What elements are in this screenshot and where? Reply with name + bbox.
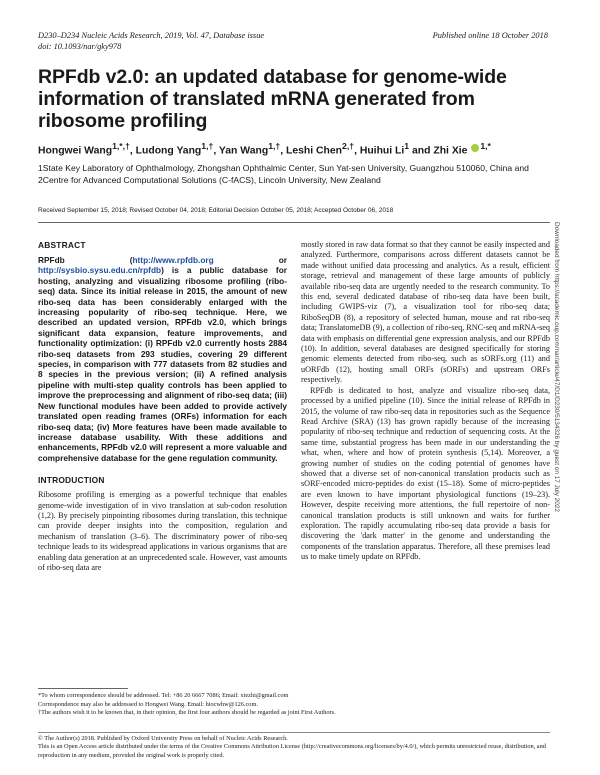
abstract-rest: ) is a public database for hosting, analyzing and visualizing ribosome profiling (ribo-seq) data. Since its initial release in 2015, the amount of new ribo-seq data has been considerably enlarged with the increasing popularity of ribo-seq technique. Here, we described an updated version, RPFdb v2.0, which brings significant data expansion, feature improvements, and functionality optimization: (i) RPFdb v2.0 currently hosts 2884 ribo-seq datasets from 293 studies, covering 29 different species, in comparison with 777 datasets from 82 studies and 8 species in the previous version; (ii) A refined analysis pipeline with multi-step quality controls has been applied to improve the preprocessing and alignment of ribo-seq data; (iii) New functional modules have been added to provide actively translated open reading frames (ORFs) information for each ribo-seq data; (iv) More features have been made available to increase database usability. With these additions and enhancements, RPFdb v2.0 will represent a more valuable and comprehensive database for the gene regulation community.: [38, 265, 287, 463]
rpfdb-link[interactable]: http://www.rpfdb.org: [132, 255, 214, 265]
abstract-start: RPFdb (: [38, 255, 133, 265]
header-divider: [38, 222, 550, 223]
abstract-or: or: [213, 255, 287, 265]
intro-paragraph-continued: mostly stored in raw data format so that they cannot be easily inspected and analyzed. Furthermore, comparisons across different datasets cannot be made without unified data processing and analytics. As a result, efficient storage, retrieval and management of these large amounts of publicly available ribo-seq data are urgently needed to the research community. To this end, several dedicated database of ribo-seq data have been built, including GWIPS-viz (7), a visualization tool for ribo-seq data; RiboSeqDB (8), a repository of selected human, mouse and rat ribo-seq data; TranslatomeDB (9), a collection of ribo-seq, RNC-seq and mRNA-seq data with emphasis on differential gene expression analysis, and our RPFdb (10). In addition, several databases are designed specifically for storing genomic elements detected from ribo-seq, such as sORFs.org (11) and uORFdb (12), hosting small ORFs (sORFs) and upstream ORFs respectively.: [301, 240, 550, 385]
author-sup: 1: [404, 141, 410, 151]
orcid-icon[interactable]: [471, 144, 479, 152]
author-leshi-chen[interactable]: , Leshi Chen: [280, 145, 343, 157]
article-title: RPFdb v2.0: an updated database for genome-wide information of translated mRNA generated from ribosome profiling: [38, 66, 507, 132]
author-sup: 1,†: [268, 141, 281, 151]
footnotes: [38, 692, 550, 718]
header-journal-line: D230–D234 Nucleic Acids Research, 2019, Vol. 47, Database issue: [38, 31, 265, 40]
running-header: [38, 30, 548, 52]
download-side-note: Downloaded from https://academic.oup.com/nar/article/47/D1/D230/5134326 by guest on 17 July 2022: [553, 222, 560, 512]
intro-paragraph-rpfdb: RPFdb is dedicated to host, analyze and visualize ribo-seq data, processed by a unified pipeline (10). Since the initial release of RPFdb in 2015, the volume of raw ribo-seq data in repositories such as the Sequence Read Archive (SRA) (13) has grown rapidly because of the increasing popularity of ribo-seq technique and reduction of sequencing costs. At the same time, substantial progress has been made in our understanding the what, when, where and how of protein synthesis (5,14). Moreover, a growing number of studies on the coding potential of genomes have showed that a diverse set of non-canonical translation products such as sORF-encoded micro-peptides do exist (15–18). Some of micro-peptides are even known to have important physiological functions (19–23). However, despite receiving more attentions, the full repertoire of non-canonical translation products is still unknown and waits for further exploration. The rapidly accumulating ribo-seq data provide a basis for discovering the 'dark matter' in the genome and understanding the components of the translation apparatus. Therefore, all these premises lead us to make timely update on RPFdb.: [301, 385, 550, 562]
correspondence-note-2: Correspondence may also be addressed to Hongwei Wang. Email: hiocwhw@126.com.: [38, 700, 258, 708]
author-hongwei-wang[interactable]: Hongwei Wang: [38, 145, 113, 157]
introduction-heading: INTRODUCTION: [38, 475, 105, 486]
author-sup: 1,*: [480, 141, 491, 151]
left-column: [38, 240, 287, 573]
sysu-link[interactable]: http://sysbio.sysu.edu.cn/rpfdb: [38, 265, 162, 276]
author-huihui-li[interactable]: , Huihui Li: [354, 145, 405, 157]
author-sup: 2,†: [342, 141, 355, 151]
abstract-heading: ABSTRACT: [38, 240, 86, 250]
header-published-date: Published online 18 October 2018: [432, 31, 548, 40]
header-doi: doi: 10.1093/nar/gky978: [38, 42, 122, 51]
correspondence-note: *To whom correspondence should be addressed. Tel: +86 20 6667 7086; Email: xiezhi@gmail.com: [38, 692, 289, 699]
license-line: This is an Open Access article distributed under the terms of the Creative Commons Attribution License (http://creativecommons.org/licenses/by/4.0/), which permits unrestricted reuse, distribution, and reproduction in any medium, provided the original work is properly cited.: [38, 743, 546, 759]
abstract-text: [38, 255, 287, 463]
footnote-divider: [38, 688, 128, 689]
joint-authors-note: †The authors wish it to be known that, in their opinion, the first four authors should be regarded as joint First Authors.: [38, 709, 336, 717]
author-yan-wang[interactable]: , Yan Wang: [213, 145, 269, 157]
author-list: [38, 141, 558, 156]
affiliations: 1State Key Laboratory of Ophthalmology, Zhongshan Ophthalmic Center, Sun Yat-sen University, Guangzhou 510060, China and 2Centre for Advanced Computational Solutions (C-fACS), Lincoln University, New Zealand: [38, 163, 529, 185]
introduction-paragraph: Ribosome profiling is emerging as a powerful technique that enables genome-wide investigation of in vivo translation at sub-codon resolution (1,2). By precisely pinpointing ribosomes during translation, this technique can provide deeper insights into the composition, regulation and mechanism of translation (3–6). The discriminatory power of ribo-seq technique leads to its widespread applications in various organisms that are enabling data generation at an unprecedented scale. However, vast amounts of ribo-seq data are: [38, 490, 287, 572]
author-ludong-yang[interactable]: , Ludong Yang: [129, 145, 202, 157]
author-sup: 1,*,†: [112, 141, 130, 151]
author-zhi-xie[interactable]: and Zhi Xie: [409, 145, 468, 157]
author-sup: 1,†: [201, 141, 214, 151]
copyright-notice: [38, 732, 550, 760]
right-column: [301, 240, 550, 563]
article-dates: Received September 15, 2018; Revised October 04, 2018; Editorial Decision October 05, 2018; Accepted October 06, 2018: [38, 207, 394, 214]
copyright-line: © The Author(s) 2018. Published by Oxford University Press on behalf of Nucleic Acids Research.: [38, 735, 288, 742]
